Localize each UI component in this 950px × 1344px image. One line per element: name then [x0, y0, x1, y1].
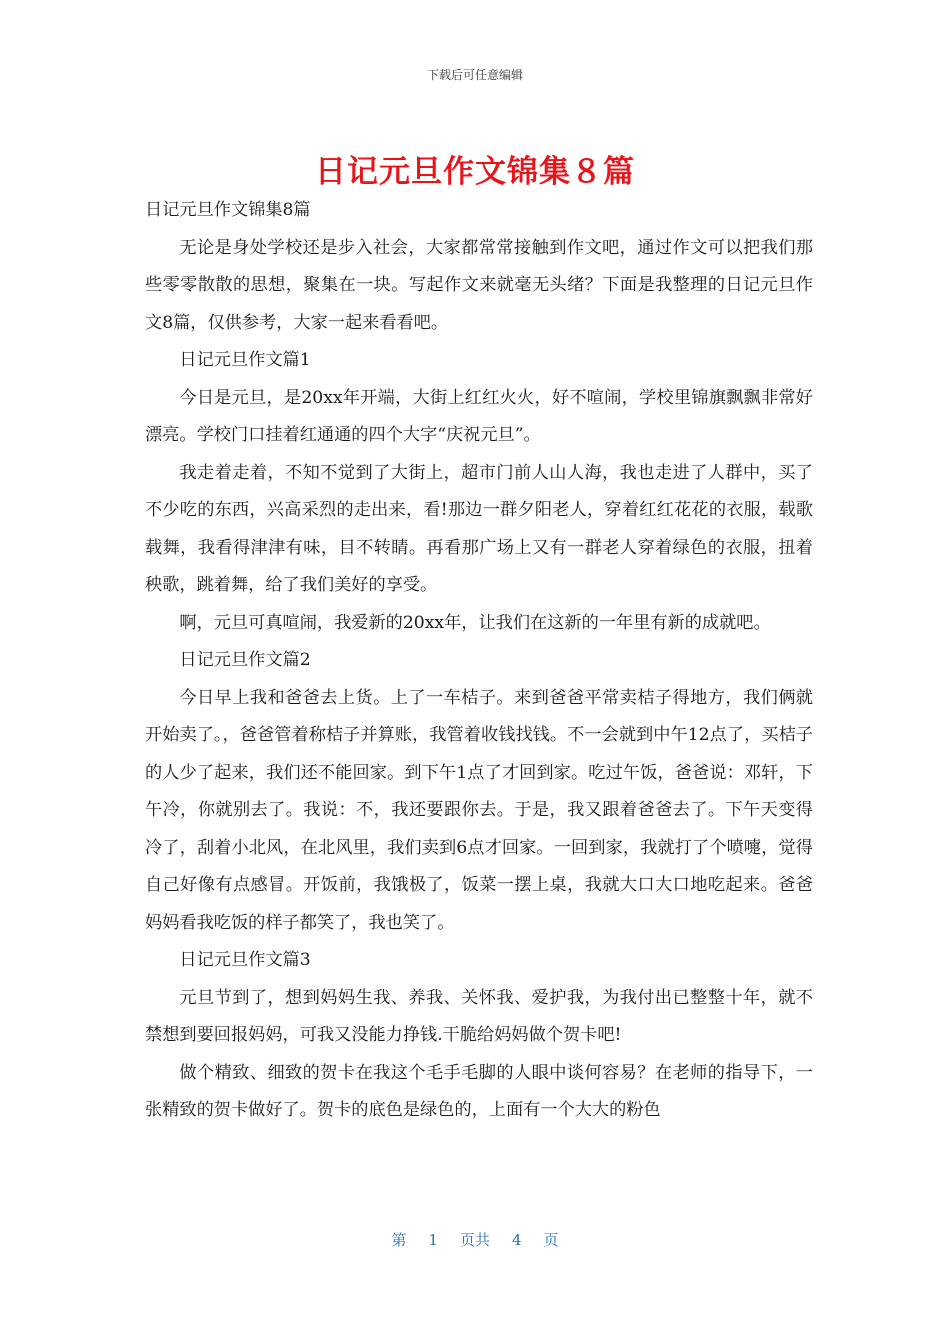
intro-paragraph: 无论是身处学校还是步入社会，大家都常常接触到作文吧，通过作文可以把我们那些零零散散的思想，聚集在一块。写起作文来就毫无头绪？下面是我整理的日记元旦作文8篇，仅供参考，大家一起来看看吧。	[145, 237, 813, 333]
subtitle-line: 日记元旦作文锦集8篇	[145, 200, 311, 220]
paragraph: 今日早上我和爸爸去上货。上了一车桔子。来到爸爸平常卖桔子得地方，我们俩就开始卖了。，爸爸管着称桔子并算账，我管着收钱找钱。不一会就到中午12点了，买桔子的人少了起来，我们还不能回家。到下午1点了才回到家。吃过午饭，爸爸说：邓轩，下午冷，你就别去了。我说：不，我还要跟你去。于是，我又跟着爸爸去了。下午天变得冷了，刮着小北风，在北风里，我们卖到6点才回家。一回到家，我就打了个喷嚏，觉得自己好像有点感冒。开饭前，我饿极了，饭菜一摆上桌，我就大口大口地吃起来。爸爸妈妈看我吃饭的样子都笑了，我也笑了。	[145, 687, 813, 933]
paragraph: 我走着走着，不知不觉到了大街上，超市门前人山人海，我也走进了人群中，买了不少吃的东西，兴高采烈的走出来，看!那边一群夕阳老人，穿着红红花花的衣服，载歌载舞，我看得津津有味，目不转睛。再看那广场上又有一群老人穿着绿色的衣服，扭着秧歌，跳着舞，给了我们美好的享受。	[145, 462, 813, 595]
footer-mid: 页共	[459, 1231, 490, 1249]
footer-prefix: 第	[391, 1231, 407, 1249]
paragraph: 元旦节到了，想到妈妈生我、养我、关怀我、爱护我，为我付出已整整十年，就不禁想到要回报妈妈，可我又没能力挣钱.干脆给妈妈做个贺卡吧!	[145, 987, 813, 1045]
paragraph: 啊，元旦可真喧闹，我爱新的20xx年，让我们在这新的一年里有新的成就吧。	[179, 612, 771, 633]
section-heading-3: 日记元旦作文篇3	[179, 950, 311, 970]
paragraph: 做个精致、细致的贺卡在我这个毛手毛脚的人眼中谈何容易？在老师的指导下，一张精致的贺卡做好了。贺卡的底色是绿色的，上面有一个大大的粉色	[145, 1062, 813, 1120]
section-heading-2: 日记元旦作文篇2	[179, 650, 311, 670]
section-heading-1: 日记元旦作文篇1	[179, 350, 311, 370]
footer-suffix: 页	[543, 1231, 559, 1249]
page-footer	[0, 1229, 950, 1250]
document-title: 日记元旦作文锦集８篇	[315, 154, 635, 190]
header-note: 下载后可任意编辑	[426, 68, 523, 82]
document-body	[145, 192, 813, 1130]
paragraph: 今日是元旦，是20xx年开端，大街上红红火火，好不喧闹，学校里锦旗飘飘非常好漂亮。学校门口挂着红通通的四个大字“庆祝元旦”。	[145, 387, 813, 445]
footer-page-number: 1	[428, 1231, 438, 1249]
footer-total-pages: 4	[512, 1231, 522, 1249]
